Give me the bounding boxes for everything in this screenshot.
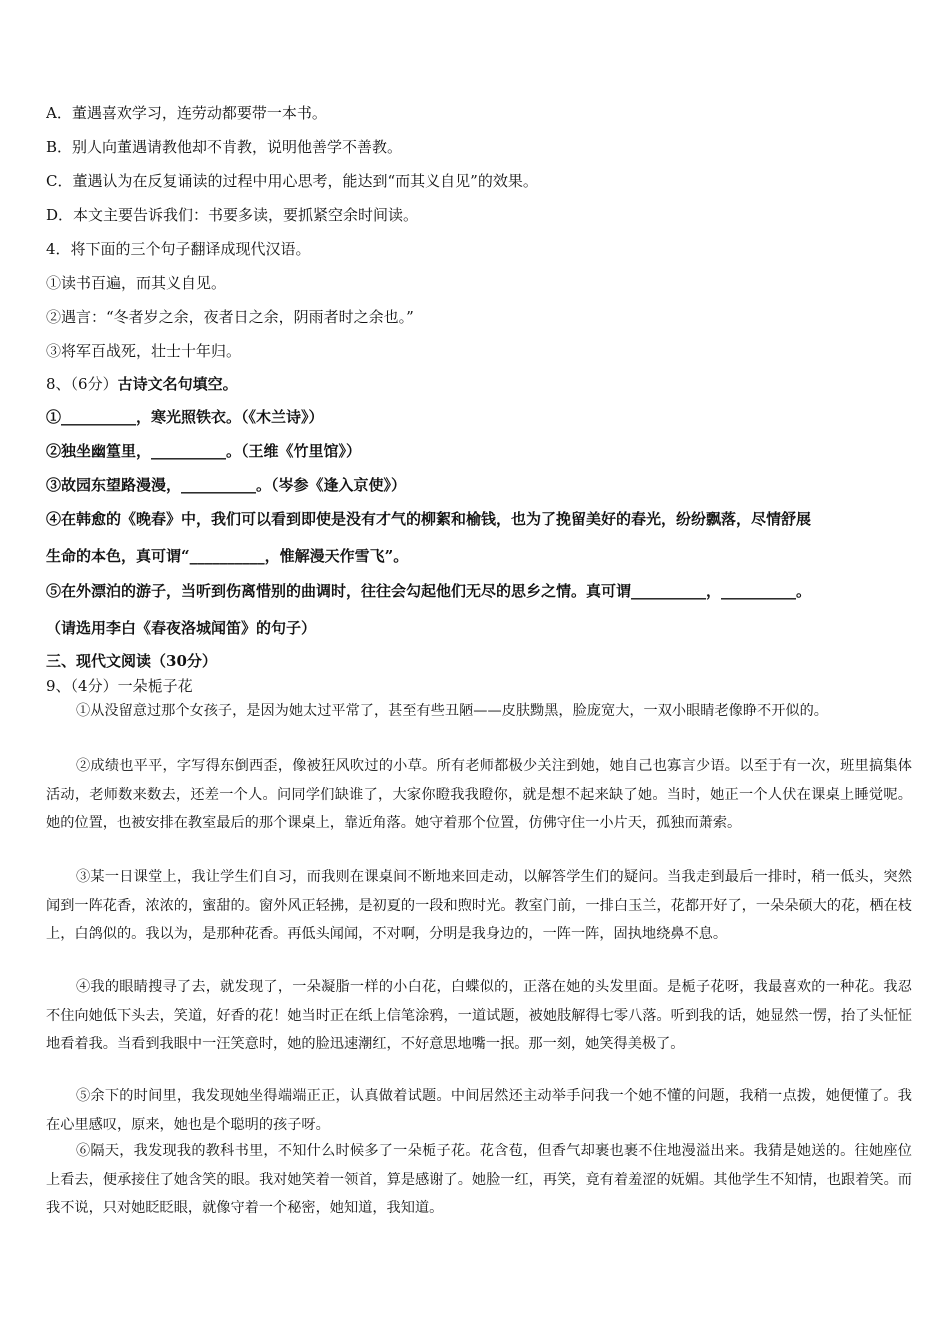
q4-sentence-1: ①读书百遍，而其义自见。 (46, 274, 227, 292)
q8-item-5: ⑤在外漂泊的游子，当听到伤离惜别的曲调时，往往会勾起他们无尽的思乡之情。真可谓__________，__________。 (46, 582, 812, 600)
option-b: B．别人向董遇请教他却不肯教，说明他善学不善教。 (46, 138, 403, 156)
q8-item-5-note: （请选用李白《春夜洛城闻笛》的句子） (46, 619, 317, 637)
passage-paragraph-6: ⑥隔天，我发现我的教科书里，不知什么时候多了一朵栀子花。花含苞，但香气却裹也裹不住地漫溢出来。我猜是她送的。往她座位上看去，便承接住了她含笑的眼。我对她笑着一领首，算是感谢了。她脸一红，再笑，竟有着羞涩的妩媚。其他学生不知情，也跟着笑。而我不说，只对她眨眨眼，就像守着一个秘密，她知道，我知道。 (46, 1143, 912, 1217)
q8-item-4-line-2: 生命的本色，真可谓“__________，惟解漫天作雪飞”。 (46, 547, 409, 565)
q4-prompt: 4．将下面的三个句子翻译成现代汉语。 (46, 240, 311, 258)
option-c: C．董遇认为在反复诵读的过程中用心思考，能达到“而其义自见”的效果。 (46, 172, 538, 190)
passage-paragraph-1: ①从没留意过那个女孩子，是因为她太过平常了，甚至有些丑陋——皮肤黝黑，脸庞宽大，一双小眼睛老像睁不开似的。 (76, 703, 828, 719)
q8-number: 8、（6分） (46, 375, 118, 393)
q4-sentence-3: ③将军百战死，壮士十年归。 (46, 342, 242, 360)
q8-item-4-line-1: ④在韩愈的《晚春》中，我们可以看到即使是没有才气的柳絮和榆钱，也为了挽留美好的春光，纷纷飘落，尽情舒展 (46, 510, 812, 528)
q8-item-2: ②独坐幽篁里，__________。（王维《竹里馆》） (46, 442, 362, 460)
passage-paragraph-4: ④我的眼睛搜寻了去，就发现了，一朵凝脂一样的小白花，白蝶似的，正落在她的头发里面。是栀子花呀，我最喜欢的一种花。我忍不住向她低下头去，笑道，好香的花！她当时正在纸上信笔涂鸦，一道试题，被她肢解得七零八落。听到我的话，她显然一愣，抬了头怔怔地看着我。当看到我眼中一汪笑意时，她的脸迅速潮红，不好意思地嘴一抿。那一刻，她笑得美极了。 (46, 979, 912, 1053)
option-d: D．本文主要告诉我们：书要多读，要抓紧空余时间读。 (46, 206, 419, 224)
q8-item-1: ①__________，寒光照铁衣。（《木兰诗》） (46, 408, 324, 426)
q4-sentence-2: ②遇言：“冬者岁之余，夜者日之余，阴雨者时之余也。” (46, 308, 414, 326)
q8-header (46, 374, 916, 394)
section-3-heading: 三、现代文阅读（30分） (46, 652, 217, 670)
passage-paragraph-3: ③某一日课堂上，我让学生们自习，而我则在课桌间不断地来回走动，以解答学生们的疑问。当我走到最后一排时，稍一低头，突然闻到一阵花香，浓浓的，蜜甜的。窗外风正轻拂，是初夏的一段和煦时光。教室门前，一排白玉兰，花都开好了，一朵朵硕大的花，栖在枝上，白鸽似的。我以为，是那种花香。再低头闻闻，不对啊，分明是我身边的，一阵一阵，固执地绕鼻不息。 (46, 869, 912, 943)
option-a: A．董遇喜欢学习，连劳动都要带一本书。 (46, 104, 327, 122)
passage-paragraph-5: ⑤余下的时间里，我发现她坐得端端正正，认真做着试题。中间居然还主动举手问我一个她不懂的问题，我稍一点拨，她便懂了。我在心里感叹，原来，她也是个聪明的孩子呀。 (46, 1088, 912, 1133)
q8-title: 古诗文名句填空。 (117, 375, 238, 393)
q9-title: 9、（4分）一朵栀子花 (46, 677, 193, 695)
q8-item-3: ③故园东望路漫漫，__________。（岑参《逢入京使》） (46, 476, 407, 494)
passage-paragraph-2: ②成绩也平平，字写得东倒西歪，像被狂风吹过的小草。所有老师都极少关注到她，她自己也寡言少语。以至于有一次，班里搞集体活动，老师数来数去，还差一个人。问同学们缺谁了，大家你瞪我我瞪你，就是想不起来缺了她。当时，她正一个人伏在课桌上睡觉呢。 她的位置，也被安排在教室最后的那个课桌上，靠近角落。她守着那个位置，仿佛守住一小片天，孤独而萧索。 (46, 758, 912, 832)
